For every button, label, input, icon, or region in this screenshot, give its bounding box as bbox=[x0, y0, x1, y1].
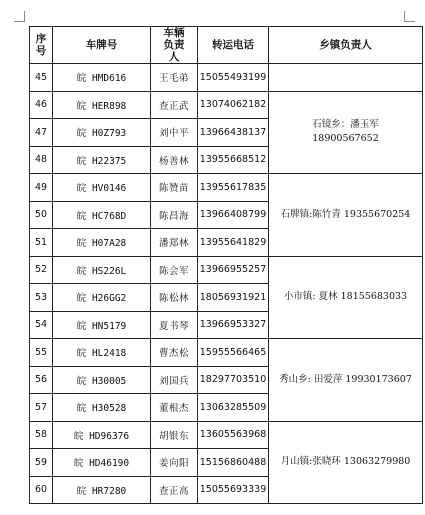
row-number: 52 bbox=[30, 256, 53, 284]
transfer-phone: 15156860488 bbox=[198, 449, 269, 477]
table-row bbox=[30, 339, 423, 367]
header-plate: 车牌号 bbox=[53, 27, 151, 64]
plate-number: 皖 H30528 bbox=[53, 394, 151, 422]
town-contact-name: 石镜乡：潘玉军 bbox=[312, 119, 379, 131]
transfer-phone: 18297703510 bbox=[198, 366, 269, 394]
plate-number: 皖 HS226L bbox=[53, 256, 151, 284]
row-number: 55 bbox=[30, 339, 53, 367]
vehicle-person: 曹杰松 bbox=[151, 339, 198, 367]
plate-number: 皖 H0Z793 bbox=[53, 119, 151, 147]
plate-number: 皖 HD46190 bbox=[53, 449, 151, 477]
transfer-phone: 13955617835 bbox=[198, 174, 269, 202]
town-contact-phone: 18900567652 bbox=[312, 133, 379, 145]
vehicle-table bbox=[29, 26, 423, 504]
transfer-phone: 13955668512 bbox=[198, 146, 269, 174]
header-phone: 转运电话 bbox=[198, 27, 269, 64]
header-seq: 序号 bbox=[30, 27, 53, 64]
plate-number: 皖 HD96376 bbox=[53, 421, 151, 449]
plate-number: 皖 HER898 bbox=[53, 91, 151, 119]
transfer-phone: 18056931921 bbox=[198, 284, 269, 312]
row-number: 49 bbox=[30, 174, 53, 202]
transfer-phone: 13063285509 bbox=[198, 394, 269, 422]
vehicle-person: 查正高 bbox=[151, 476, 198, 504]
plate-number: 皖 H26GG2 bbox=[53, 284, 151, 312]
transfer-phone: 13955641829 bbox=[198, 229, 269, 257]
vehicle-person: 查正武 bbox=[151, 91, 198, 119]
table-row bbox=[30, 421, 423, 449]
row-number: 45 bbox=[30, 64, 53, 92]
row-number: 56 bbox=[30, 366, 53, 394]
row-number: 59 bbox=[30, 449, 53, 477]
table-header-row bbox=[30, 27, 423, 64]
vehicle-person: 姜向阳 bbox=[151, 449, 198, 477]
row-number: 60 bbox=[30, 476, 53, 504]
transfer-phone: 13074062182 bbox=[198, 91, 269, 119]
transfer-phone: 15955566465 bbox=[198, 339, 269, 367]
table-row bbox=[30, 174, 423, 202]
plate-number: 皖 H30005 bbox=[53, 366, 151, 394]
table-row bbox=[30, 256, 423, 284]
vehicle-person: 陈赞苗 bbox=[151, 174, 198, 202]
plate-number: 皖 HL2418 bbox=[53, 339, 151, 367]
header-person: 车辆负责人 bbox=[151, 27, 198, 64]
town-contact-shipai: 石牌镇:陈竹青 19355670254 bbox=[269, 174, 423, 257]
vehicle-person: 刘国兵 bbox=[151, 366, 198, 394]
plate-number: 皖 H22375 bbox=[53, 146, 151, 174]
transfer-phone: 15055493199 bbox=[198, 64, 269, 92]
row-number: 48 bbox=[30, 146, 53, 174]
transfer-phone: 15055693339 bbox=[198, 476, 269, 504]
town-contact-empty bbox=[269, 64, 423, 92]
transfer-phone: 13605563968 bbox=[198, 421, 269, 449]
plate-number: 皖 HR7280 bbox=[53, 476, 151, 504]
table-row bbox=[30, 64, 423, 92]
vehicle-person: 杨善林 bbox=[151, 146, 198, 174]
vehicle-person: 王毛弟 bbox=[151, 64, 198, 92]
vehicle-person: 陈会军 bbox=[151, 256, 198, 284]
plate-number: 皖 HV0146 bbox=[53, 174, 151, 202]
row-number: 53 bbox=[30, 284, 53, 312]
row-number: 46 bbox=[30, 91, 53, 119]
row-number: 47 bbox=[30, 119, 53, 147]
vehicle-person: 陈松林 bbox=[151, 284, 198, 312]
row-number: 54 bbox=[30, 311, 53, 339]
vehicle-person: 潘郑林 bbox=[151, 229, 198, 257]
margin-corner-mark-left bbox=[14, 11, 25, 22]
plate-number: 皖 HN5179 bbox=[53, 311, 151, 339]
town-contact-yueshan: 月山镇:张晓环 13063279980 bbox=[269, 421, 423, 504]
town-contact-xiaoshi: 小市镇: 夏林 18155683033 bbox=[269, 256, 423, 339]
transfer-phone: 13966953327 bbox=[198, 311, 269, 339]
row-number: 50 bbox=[30, 201, 53, 229]
vehicle-person: 陈昌海 bbox=[151, 201, 198, 229]
vehicle-person: 董根杰 bbox=[151, 394, 198, 422]
plate-number: 皖 HC768D bbox=[53, 201, 151, 229]
row-number: 58 bbox=[30, 421, 53, 449]
row-number: 57 bbox=[30, 394, 53, 422]
header-town: 乡镇负责人 bbox=[269, 27, 423, 64]
vehicle-person: 夏书琴 bbox=[151, 311, 198, 339]
transfer-phone: 13966955257 bbox=[198, 256, 269, 284]
margin-corner-mark-right bbox=[404, 11, 415, 22]
vehicle-person: 胡银东 bbox=[151, 421, 198, 449]
town-contact-xiushan: 秀山乡: 田爱萍 19930173607 bbox=[269, 339, 423, 422]
transfer-phone: 13966438137 bbox=[198, 119, 269, 147]
vehicle-person: 刘中平 bbox=[151, 119, 198, 147]
transfer-phone: 13966408799 bbox=[198, 201, 269, 229]
town-contact-shijing bbox=[269, 91, 423, 174]
row-number: 51 bbox=[30, 229, 53, 257]
table-row bbox=[30, 91, 423, 119]
plate-number: 皖 H07A28 bbox=[53, 229, 151, 257]
plate-number: 皖 HMD616 bbox=[53, 64, 151, 92]
